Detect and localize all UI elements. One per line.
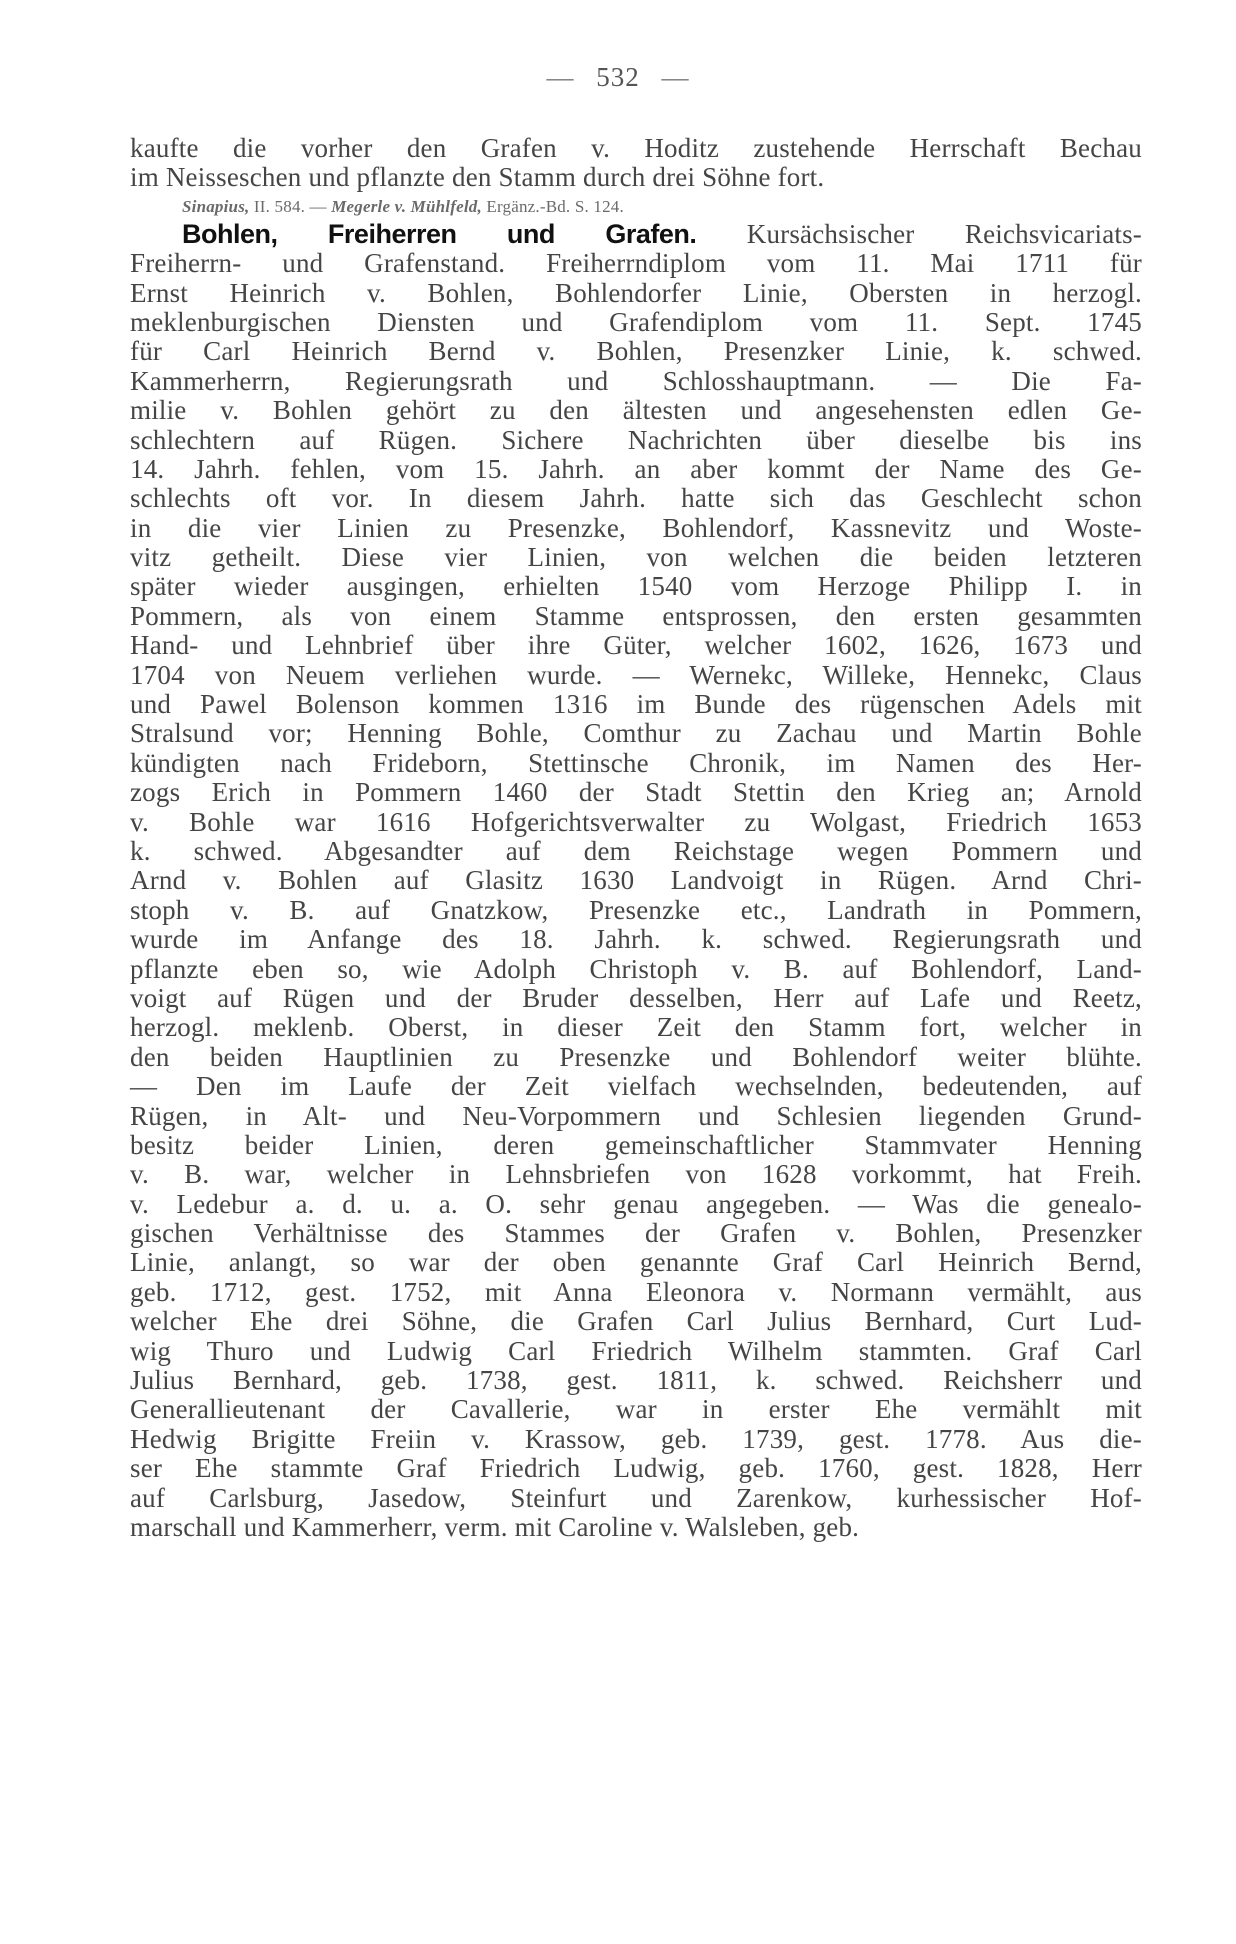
entry-heading-continuation: Kursächsischer Reichsvicariats- [696, 218, 1142, 249]
text-line: v. Ledebur a. d. u. a. O. sehr genau angegeben. — Was die genealo- [130, 1188, 1142, 1219]
text-line: Pommern, als von einem Stamme entsprossen, den ersten gesammten [130, 600, 1142, 631]
text-line: Julius Bernhard, geb. 1738, gest. 1811, k. schwed. Reichsherr und [130, 1365, 1142, 1396]
citation-author: Megerle v. Mühlfeld, [331, 196, 482, 216]
text-line: 14. Jahrh. fehlen, vom 15. Jahrh. an aber kommt der Name des Ge- [130, 453, 1142, 484]
text-line: meklenburgischen Diensten und Grafendiplom vom 11. Sept. 1745 [130, 306, 1142, 337]
text-line: — Den im Laufe der Zeit vielfach wechselnden, bedeutenden, auf [130, 1071, 1142, 1102]
citation-author: Sinapius, [182, 196, 250, 216]
text-line: welcher Ehe drei Söhne, die Grafen Carl Julius Bernhard, Curt Lud- [130, 1306, 1142, 1337]
text-line: im Neisseschen und pflanzte den Stamm durch drei Söhne fort. [130, 162, 825, 193]
page-number: 532 [596, 62, 640, 92]
text-line: schlechts oft vor. In diesem Jahrh. hatte sich das Geschlecht schon [130, 483, 1142, 514]
text-line: wig Thuro und Ludwig Carl Friedrich Wilhelm stammten. Graf Carl [130, 1335, 1142, 1366]
text-line: Arnd v. Bohlen auf Glasitz 1630 Landvoigt in Rügen. Arnd Chri- [130, 865, 1142, 896]
text-line: Hedwig Brigitte Freiin v. Krassow, geb. 1739, gest. 1778. Aus die- [130, 1423, 1142, 1454]
page-number-dash-right: — [661, 62, 690, 92]
text-line: in die vier Linien zu Presenzke, Bohlendorf, Kassnevitz und Woste- [130, 512, 1142, 543]
text-line: Linie, anlangt, so war der oben genannte Graf Carl Heinrich Bernd, [130, 1247, 1142, 1278]
text-line: geb. 1712, gest. 1752, mit Anna Eleonora v. Normann vermählt, aus [130, 1276, 1142, 1307]
text-line: gischen Verhältnisse des Stammes der Grafen v. Bohlen, Presenzker [130, 1218, 1142, 1249]
text-line: ser Ehe stammte Graf Friedrich Ludwig, geb. 1760, gest. 1828, Herr [130, 1453, 1142, 1484]
text-line: 1704 von Neuem verliehen wurde. — Wernekc, Willeke, Hennekc, Claus [130, 659, 1142, 690]
text-line: k. schwed. Abgesandter auf dem Reichstage wegen Pommern und [130, 835, 1142, 866]
page-number-dash-left: — [546, 62, 575, 92]
text-line: den beiden Hauptlinien zu Presenzke und Bohlendorf weiter blühte. [130, 1041, 1142, 1072]
text-line: auf Carlsburg, Jasedow, Steinfurt und Zarenkow, kurhessischer Hof- [130, 1482, 1142, 1513]
text-line: voigt auf Rügen und der Bruder desselben, Herr auf Lafe und Reetz, [130, 982, 1142, 1013]
text-line: wurde im Anfange des 18. Jahrh. k. schwed. Regierungsrath und [130, 924, 1142, 955]
text-line: zogs Erich in Pommern 1460 der Stadt Stettin den Krieg an; Arnold [130, 777, 1142, 808]
text-line: für Carl Heinrich Bernd v. Bohlen, Presenzker Linie, k. schwed. [130, 336, 1142, 367]
entry-heading: Bohlen, Freiherren und Grafen. [182, 218, 697, 249]
text-line: Kammerherrn, Regierungsrath und Schlosshauptmann. — Die Fa- [130, 365, 1142, 396]
body-text [130, 134, 1142, 1542]
text-line: Ernst Heinrich v. Bohlen, Bohlendorfer Linie, Obersten in herzogl. [130, 277, 1142, 308]
text-line: v. B. war, welcher in Lehnsbriefen von 1628 vorkommt, hat Freih. [130, 1159, 1142, 1190]
text-line: besitz beider Linien, deren gemeinschaftlicher Stammvater Henning [130, 1129, 1142, 1160]
text-line: stoph v. B. auf Gnatzkow, Presenzke etc., Landrath in Pommern, [130, 894, 1142, 925]
entry-paragraph [130, 249, 1142, 1542]
citation-reference: Ergänz.-Bd. S. 124. [481, 196, 624, 216]
text-line: Generallieutenant der Cavallerie, war in erster Ehe vermählt mit [130, 1394, 1142, 1425]
citation-line [130, 193, 1142, 220]
entry-first-line [130, 220, 1142, 249]
text-line: und Pawel Bolenson kommen 1316 im Bunde des rügenschen Adels mit [130, 689, 1142, 720]
text-line: vitz getheilt. Diese vier Linien, von welchen die beiden letzteren [130, 542, 1142, 573]
text-line: Freiherrn- und Grafenstand. Freiherrndiplom vom 11. Mai 1711 für [130, 248, 1142, 279]
text-line: kaufte die vorher den Grafen v. Hoditz zustehende Herrschaft Bechau [130, 133, 1142, 163]
text-line: herzogl. meklenb. Oberst, in dieser Zeit den Stamm fort, welcher in [130, 1012, 1142, 1043]
page-number-header [0, 62, 1236, 93]
text-line: marschall und Kammerherr, verm. mit Caroline v. Walsleben, geb. [130, 1511, 860, 1542]
text-line: Rügen, in Alt- und Neu-Vorpommern und Schlesien liegenden Grund- [130, 1100, 1142, 1131]
text-line: schlechtern auf Rügen. Sichere Nachrichten über dieselbe bis ins [130, 424, 1142, 455]
text-line: milie v. Bohlen gehört zu den ältesten und angesehensten edlen Ge- [130, 395, 1142, 426]
text-line: kündigten nach Frideborn, Stettinsche Chronik, im Namen des Her- [130, 747, 1142, 778]
text-line: Stralsund vor; Henning Bohle, Comthur zu Zachau und Martin Bohle [130, 718, 1142, 749]
text-line: Hand- und Lehnbrief über ihre Güter, welcher 1602, 1626, 1673 und [130, 630, 1142, 661]
text-line: v. Bohle war 1616 Hofgerichtsverwalter zu Wolgast, Friedrich 1653 [130, 806, 1142, 837]
citation-reference: II. 584. — [249, 196, 332, 216]
text-line: pflanzte eben so, wie Adolph Christoph v. B. auf Bohlendorf, Land- [130, 953, 1142, 984]
text-line: später wieder ausgingen, erhielten 1540 vom Herzoge Philipp I. in [130, 571, 1142, 602]
